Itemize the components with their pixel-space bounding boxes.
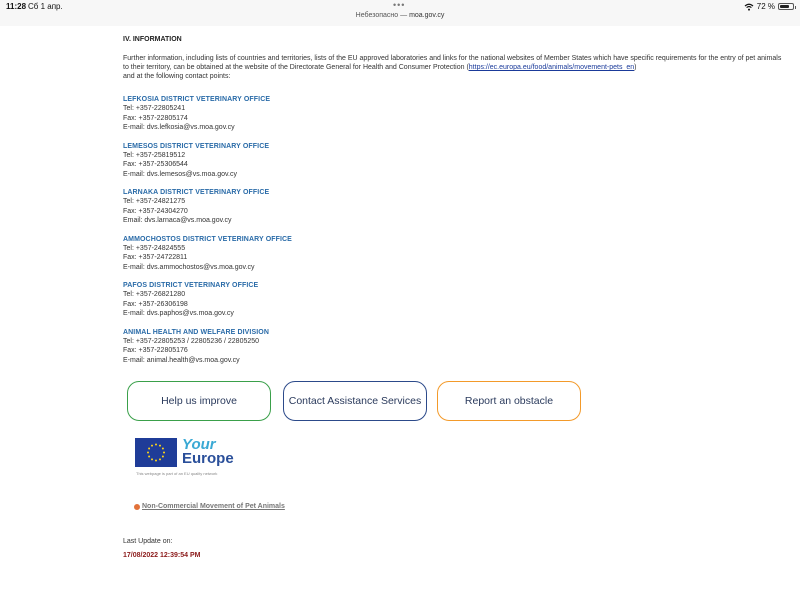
office-fax: Fax: +357-25306544 bbox=[123, 161, 188, 168]
office-fax: Fax: +357-22805176 bbox=[123, 347, 188, 354]
battery-icon bbox=[778, 3, 794, 10]
your-europe-logo[interactable] bbox=[135, 438, 234, 467]
intro-text: Further information, including lists of countries and territories, lists of the EU approved laboratories and links for the national websites of Member States which have specific requirements for the entry of pet animals to their territory, can be obtained at the website of the Directorate General for Health and Consumer Protection ( bbox=[123, 55, 782, 71]
contact-assistance-button[interactable]: Contact Assistance Services bbox=[283, 381, 427, 421]
office-name: PAFOS DISTRICT VETERINARY OFFICE bbox=[123, 282, 259, 289]
tab-options-icon[interactable]: ••• bbox=[393, 0, 406, 10]
status-indicators bbox=[744, 2, 794, 11]
section-title: IV. INFORMATION bbox=[123, 36, 182, 43]
office-tel: Tel: +357-25819512 bbox=[123, 151, 186, 159]
status-bar bbox=[0, 0, 800, 26]
your-europe-wordmark bbox=[182, 438, 234, 466]
office-tel: Tel: +357-22805253 / 22805236 / 22805250 bbox=[123, 337, 260, 345]
bullet-icon bbox=[134, 504, 140, 510]
office-ammochostos bbox=[123, 235, 788, 273]
office-fax: Fax: +357-24304270 bbox=[123, 207, 188, 215]
office-lefkosia bbox=[123, 95, 788, 133]
office-tel: Tel: +357-24824555 bbox=[123, 244, 186, 252]
last-update-label: Last Update on: bbox=[123, 538, 173, 545]
url-host: moa.gov.cy bbox=[409, 12, 445, 19]
office-name: LARNAKA DISTRICT VETERINARY OFFICE bbox=[123, 189, 270, 196]
address-bar[interactable] bbox=[0, 12, 800, 19]
office-name: LEFKOSIA DISTRICT VETERINARY OFFICE bbox=[123, 96, 271, 103]
your-word: Your bbox=[182, 436, 216, 453]
office-tel: Tel: +357-26821280 bbox=[123, 291, 186, 298]
office-animal-health bbox=[123, 328, 788, 366]
pet-animals-link-text: Non-Commercial Movement of Pet Animals bbox=[142, 503, 285, 510]
eu-flag-icon bbox=[135, 438, 177, 467]
insecure-label: Небезопасно — bbox=[355, 12, 410, 19]
office-name: LEMESOS DISTRICT VETERINARY OFFICE bbox=[123, 142, 270, 150]
office-email: E-mail: animal.health@vs.moa.gov.cy bbox=[123, 356, 240, 364]
help-us-improve-button[interactable]: Help us improve bbox=[127, 381, 271, 421]
office-tel: Tel: +357-24821275 bbox=[123, 198, 186, 205]
office-email: Email: dvs.larnaca@vs.moa.gov.cy bbox=[123, 217, 232, 224]
report-obstacle-button[interactable]: Report an obstacle bbox=[437, 381, 581, 421]
europe-word: Europe bbox=[182, 450, 234, 467]
wifi-icon bbox=[744, 3, 754, 11]
office-name: ANIMAL HEALTH AND WELFARE DIVISION bbox=[123, 328, 269, 336]
office-fax: Fax: +357-22805174 bbox=[123, 114, 188, 122]
office-email: E-mail: dvs.lemesos@vs.moa.gov.cy bbox=[123, 170, 237, 178]
office-email: E-mail: dvs.ammochostos@vs.moa.gov.cy bbox=[123, 263, 255, 271]
battery-percent: 72 % bbox=[756, 2, 775, 11]
status-date: Сб 1 апр. bbox=[28, 2, 63, 11]
office-larnaka bbox=[123, 188, 788, 226]
office-email: E-mail: dvs.lefkosia@vs.moa.gov.cy bbox=[123, 124, 235, 131]
office-name: AMMOCHOSTOS DISTRICT VETERINARY OFFICE bbox=[123, 235, 292, 243]
status-time: 11:28 bbox=[6, 2, 27, 11]
ec-europa-link[interactable]: https://ec.europa.eu/food/animals/movement-pets_en bbox=[468, 64, 635, 71]
office-fax: Fax: +357-26306198 bbox=[123, 300, 188, 308]
contact-offices bbox=[123, 95, 788, 365]
battery-level bbox=[780, 5, 789, 8]
pet-animals-link[interactable] bbox=[134, 503, 285, 510]
intro-tail: and at the following contact points: bbox=[123, 73, 231, 80]
last-update-date: 17/08/2022 12:39:54 PM bbox=[123, 552, 201, 559]
intro-paragraph bbox=[123, 54, 788, 81]
main-content bbox=[123, 36, 788, 374]
office-lemesos bbox=[123, 142, 788, 180]
office-email: E-mail: dvs.paphos@vs.moa.gov.cy bbox=[123, 310, 234, 317]
office-tel: Tel: +357-22805241 bbox=[123, 105, 186, 112]
office-fax: Fax: +357-24722811 bbox=[123, 254, 188, 261]
your-europe-caption: This webpage is part of an EU quality network bbox=[136, 471, 218, 476]
intro-close: ) bbox=[634, 64, 637, 71]
office-pafos bbox=[123, 281, 788, 319]
